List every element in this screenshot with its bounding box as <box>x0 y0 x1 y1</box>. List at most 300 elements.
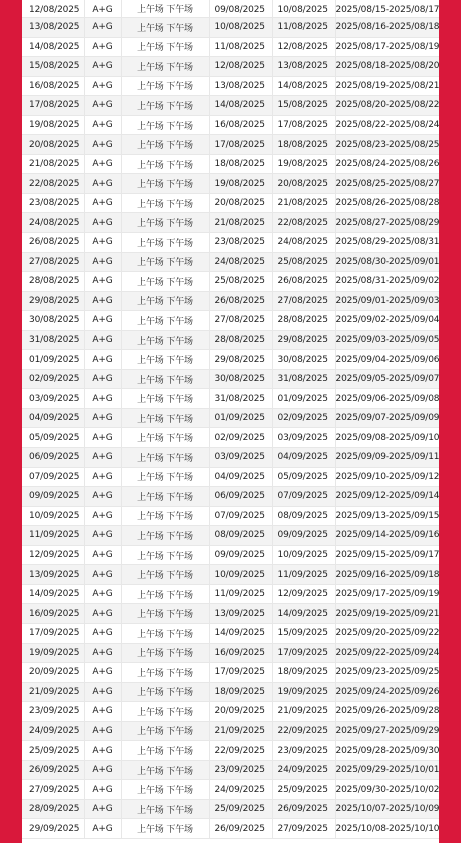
registration-end-cell: 08/09/2025 <box>272 506 335 526</box>
result-window-cell: 2025/09/10-2025/09/12 <box>335 467 439 487</box>
session-cell: 上午场 下午场 <box>121 506 209 526</box>
schedule-rows <box>22 0 439 838</box>
registration-start-cell: 13/09/2025 <box>209 604 272 624</box>
result-window-cell: 2025/09/14-2025/09/16 <box>335 526 439 546</box>
exam-date-cell: 16/09/2025 <box>22 604 84 624</box>
registration-end-cell: 21/09/2025 <box>272 702 335 722</box>
table-row <box>22 76 439 96</box>
result-window-cell: 2025/09/08-2025/09/10 <box>335 428 439 448</box>
result-window-cell: 2025/09/27-2025/09/29 <box>335 721 439 741</box>
registration-end-cell: 02/09/2025 <box>272 408 335 428</box>
session-cell: 上午场 下午场 <box>121 721 209 741</box>
result-window-cell: 2025/09/05-2025/09/07 <box>335 369 439 389</box>
table-row <box>22 174 439 194</box>
exam-type-cell: A+G <box>84 506 121 526</box>
table-row <box>22 506 439 526</box>
registration-end-cell: 20/08/2025 <box>272 174 335 194</box>
exam-type-cell: A+G <box>84 213 121 233</box>
exam-type-cell: A+G <box>84 174 121 194</box>
session-cell: 上午场 下午场 <box>121 623 209 643</box>
registration-start-cell: 17/08/2025 <box>209 135 272 155</box>
registration-start-cell: 10/08/2025 <box>209 18 272 38</box>
table-row <box>22 643 439 663</box>
result-window-cell: 2025/09/02-2025/09/04 <box>335 311 439 331</box>
exam-type-cell: A+G <box>84 448 121 468</box>
registration-start-cell: 25/08/2025 <box>209 272 272 292</box>
registration-start-cell: 26/08/2025 <box>209 291 272 311</box>
exam-type-cell: A+G <box>84 623 121 643</box>
session-cell: 上午场 下午场 <box>121 0 209 18</box>
registration-end-cell: 25/08/2025 <box>272 252 335 272</box>
result-window-cell: 2025/08/17-2025/08/19 <box>335 37 439 57</box>
table-row <box>22 741 439 761</box>
session-cell: 上午场 下午场 <box>121 233 209 253</box>
table-row <box>22 0 439 18</box>
registration-start-cell: 23/08/2025 <box>209 233 272 253</box>
schedule-table <box>22 0 439 839</box>
table-row <box>22 389 439 409</box>
table-row <box>22 526 439 546</box>
registration-start-cell: 09/09/2025 <box>209 545 272 565</box>
result-window-cell: 2025/09/26-2025/09/28 <box>335 702 439 722</box>
exam-date-cell: 03/09/2025 <box>22 389 84 409</box>
registration-end-cell: 05/09/2025 <box>272 467 335 487</box>
registration-start-cell: 08/09/2025 <box>209 526 272 546</box>
table-row <box>22 780 439 800</box>
exam-date-cell: 10/09/2025 <box>22 506 84 526</box>
exam-type-cell: A+G <box>84 252 121 272</box>
result-window-cell: 2025/09/24-2025/09/26 <box>335 682 439 702</box>
session-cell: 上午场 下午场 <box>121 369 209 389</box>
registration-start-cell: 26/09/2025 <box>209 819 272 839</box>
exam-date-cell: 17/08/2025 <box>22 96 84 116</box>
result-window-cell: 2025/09/13-2025/09/15 <box>335 506 439 526</box>
table-row <box>22 57 439 77</box>
registration-start-cell: 25/09/2025 <box>209 799 272 819</box>
registration-end-cell: 22/08/2025 <box>272 213 335 233</box>
registration-start-cell: 07/09/2025 <box>209 506 272 526</box>
registration-end-cell: 11/08/2025 <box>272 18 335 38</box>
exam-type-cell: A+G <box>84 0 121 18</box>
exam-type-cell: A+G <box>84 311 121 331</box>
result-window-cell: 2025/09/06-2025/09/08 <box>335 389 439 409</box>
exam-type-cell: A+G <box>84 682 121 702</box>
table-row <box>22 819 439 839</box>
result-window-cell: 2025/08/18-2025/08/20 <box>335 57 439 77</box>
table-row <box>22 96 439 116</box>
session-cell: 上午场 下午场 <box>121 604 209 624</box>
result-window-cell: 2025/08/25-2025/08/27 <box>335 174 439 194</box>
exam-type-cell: A+G <box>84 565 121 585</box>
registration-start-cell: 24/09/2025 <box>209 780 272 800</box>
registration-end-cell: 19/09/2025 <box>272 682 335 702</box>
exam-date-cell: 24/09/2025 <box>22 721 84 741</box>
registration-start-cell: 11/09/2025 <box>209 584 272 604</box>
session-cell: 上午场 下午场 <box>121 408 209 428</box>
exam-date-cell: 16/08/2025 <box>22 76 84 96</box>
exam-type-cell: A+G <box>84 96 121 116</box>
exam-date-cell: 21/09/2025 <box>22 682 84 702</box>
table-row <box>22 135 439 155</box>
exam-type-cell: A+G <box>84 350 121 370</box>
registration-end-cell: 07/09/2025 <box>272 487 335 507</box>
table-row <box>22 428 439 448</box>
registration-end-cell: 12/08/2025 <box>272 37 335 57</box>
result-window-cell: 2025/08/23-2025/08/25 <box>335 135 439 155</box>
session-cell: 上午场 下午场 <box>121 780 209 800</box>
table-row <box>22 330 439 350</box>
session-cell: 上午场 下午场 <box>121 76 209 96</box>
registration-start-cell: 21/09/2025 <box>209 721 272 741</box>
exam-type-cell: A+G <box>84 428 121 448</box>
registration-end-cell: 14/09/2025 <box>272 604 335 624</box>
session-cell: 上午场 下午场 <box>121 96 209 116</box>
result-window-cell: 2025/09/01-2025/09/03 <box>335 291 439 311</box>
exam-type-cell: A+G <box>84 467 121 487</box>
exam-type-cell: A+G <box>84 584 121 604</box>
registration-end-cell: 22/09/2025 <box>272 721 335 741</box>
exam-type-cell: A+G <box>84 526 121 546</box>
session-cell: 上午场 下午场 <box>121 682 209 702</box>
result-window-cell: 2025/08/15-2025/08/17 <box>335 0 439 18</box>
exam-type-cell: A+G <box>84 741 121 761</box>
session-cell: 上午场 下午场 <box>121 135 209 155</box>
registration-end-cell: 24/08/2025 <box>272 233 335 253</box>
table-row <box>22 233 439 253</box>
registration-start-cell: 14/09/2025 <box>209 623 272 643</box>
registration-end-cell: 01/09/2025 <box>272 389 335 409</box>
registration-end-cell: 26/08/2025 <box>272 272 335 292</box>
registration-start-cell: 24/08/2025 <box>209 252 272 272</box>
exam-type-cell: A+G <box>84 233 121 253</box>
exam-type-cell: A+G <box>84 154 121 174</box>
exam-type-cell: A+G <box>84 18 121 38</box>
result-window-cell: 2025/08/31-2025/09/02 <box>335 272 439 292</box>
table-row <box>22 448 439 468</box>
result-window-cell: 2025/08/19-2025/08/21 <box>335 76 439 96</box>
registration-start-cell: 27/08/2025 <box>209 311 272 331</box>
session-cell: 上午场 下午场 <box>121 37 209 57</box>
exam-date-cell: 25/09/2025 <box>22 741 84 761</box>
result-window-cell: 2025/08/16-2025/08/18 <box>335 18 439 38</box>
exam-type-cell: A+G <box>84 702 121 722</box>
result-window-cell: 2025/10/07-2025/10/09 <box>335 799 439 819</box>
result-window-cell: 2025/09/16-2025/09/18 <box>335 565 439 585</box>
exam-date-cell: 20/09/2025 <box>22 663 84 683</box>
registration-start-cell: 09/08/2025 <box>209 0 272 18</box>
session-cell: 上午场 下午场 <box>121 330 209 350</box>
registration-start-cell: 01/09/2025 <box>209 408 272 428</box>
session-cell: 上午场 下午场 <box>121 545 209 565</box>
result-window-cell: 2025/09/22-2025/09/24 <box>335 643 439 663</box>
exam-date-cell: 23/09/2025 <box>22 702 84 722</box>
exam-type-cell: A+G <box>84 135 121 155</box>
exam-date-cell: 20/08/2025 <box>22 135 84 155</box>
exam-date-cell: 29/09/2025 <box>22 819 84 839</box>
session-cell: 上午场 下午场 <box>121 115 209 135</box>
table-row <box>22 487 439 507</box>
registration-start-cell: 30/08/2025 <box>209 369 272 389</box>
exam-date-cell: 12/09/2025 <box>22 545 84 565</box>
registration-end-cell: 15/09/2025 <box>272 623 335 643</box>
registration-end-cell: 04/09/2025 <box>272 448 335 468</box>
exam-date-cell: 30/08/2025 <box>22 311 84 331</box>
session-cell: 上午场 下午场 <box>121 272 209 292</box>
registration-end-cell: 19/08/2025 <box>272 154 335 174</box>
table-row <box>22 272 439 292</box>
registration-end-cell: 17/09/2025 <box>272 643 335 663</box>
registration-start-cell: 29/08/2025 <box>209 350 272 370</box>
session-cell: 上午场 下午场 <box>121 291 209 311</box>
exam-type-cell: A+G <box>84 408 121 428</box>
exam-date-cell: 23/08/2025 <box>22 193 84 213</box>
exam-date-cell: 14/08/2025 <box>22 37 84 57</box>
registration-end-cell: 27/09/2025 <box>272 819 335 839</box>
exam-date-cell: 02/09/2025 <box>22 369 84 389</box>
exam-type-cell: A+G <box>84 819 121 839</box>
result-window-cell: 2025/08/20-2025/08/22 <box>335 96 439 116</box>
registration-end-cell: 30/08/2025 <box>272 350 335 370</box>
session-cell: 上午场 下午场 <box>121 57 209 77</box>
exam-date-cell: 26/09/2025 <box>22 760 84 780</box>
registration-end-cell: 14/08/2025 <box>272 76 335 96</box>
result-window-cell: 2025/09/20-2025/09/22 <box>335 623 439 643</box>
registration-start-cell: 06/09/2025 <box>209 487 272 507</box>
registration-start-cell: 11/08/2025 <box>209 37 272 57</box>
table-row <box>22 702 439 722</box>
result-window-cell: 2025/09/23-2025/09/25 <box>335 663 439 683</box>
session-cell: 上午场 下午场 <box>121 702 209 722</box>
exam-type-cell: A+G <box>84 643 121 663</box>
exam-date-cell: 31/08/2025 <box>22 330 84 350</box>
exam-date-cell: 27/08/2025 <box>22 252 84 272</box>
exam-date-cell: 07/09/2025 <box>22 467 84 487</box>
exam-type-cell: A+G <box>84 330 121 350</box>
registration-start-cell: 13/08/2025 <box>209 76 272 96</box>
session-cell: 上午场 下午场 <box>121 213 209 233</box>
schedule-sheet <box>22 0 439 843</box>
result-window-cell: 2025/08/22-2025/08/24 <box>335 115 439 135</box>
registration-start-cell: 22/09/2025 <box>209 741 272 761</box>
table-row <box>22 604 439 624</box>
session-cell: 上午场 下午场 <box>121 760 209 780</box>
table-row <box>22 565 439 585</box>
registration-start-cell: 19/08/2025 <box>209 174 272 194</box>
exam-date-cell: 29/08/2025 <box>22 291 84 311</box>
registration-end-cell: 17/08/2025 <box>272 115 335 135</box>
exam-date-cell: 11/09/2025 <box>22 526 84 546</box>
exam-date-cell: 05/09/2025 <box>22 428 84 448</box>
registration-end-cell: 25/09/2025 <box>272 780 335 800</box>
exam-type-cell: A+G <box>84 721 121 741</box>
session-cell: 上午场 下午场 <box>121 154 209 174</box>
exam-date-cell: 15/08/2025 <box>22 57 84 77</box>
table-row <box>22 252 439 272</box>
result-window-cell: 2025/08/26-2025/08/28 <box>335 193 439 213</box>
registration-start-cell: 17/09/2025 <box>209 663 272 683</box>
session-cell: 上午场 下午场 <box>121 487 209 507</box>
exam-date-cell: 04/09/2025 <box>22 408 84 428</box>
exam-date-cell: 19/09/2025 <box>22 643 84 663</box>
exam-date-cell: 14/09/2025 <box>22 584 84 604</box>
exam-date-cell: 21/08/2025 <box>22 154 84 174</box>
registration-start-cell: 28/08/2025 <box>209 330 272 350</box>
session-cell: 上午场 下午场 <box>121 584 209 604</box>
exam-date-cell: 24/08/2025 <box>22 213 84 233</box>
session-cell: 上午场 下午场 <box>121 428 209 448</box>
result-window-cell: 2025/08/24-2025/08/26 <box>335 154 439 174</box>
registration-start-cell: 18/09/2025 <box>209 682 272 702</box>
table-row <box>22 18 439 38</box>
session-cell: 上午场 下午场 <box>121 799 209 819</box>
table-row <box>22 663 439 683</box>
session-cell: 上午场 下午场 <box>121 663 209 683</box>
exam-date-cell: 28/09/2025 <box>22 799 84 819</box>
session-cell: 上午场 下午场 <box>121 643 209 663</box>
table-row <box>22 721 439 741</box>
exam-type-cell: A+G <box>84 604 121 624</box>
result-window-cell: 2025/08/30-2025/09/01 <box>335 252 439 272</box>
registration-start-cell: 21/08/2025 <box>209 213 272 233</box>
result-window-cell: 2025/09/19-2025/09/21 <box>335 604 439 624</box>
table-row <box>22 311 439 331</box>
registration-end-cell: 31/08/2025 <box>272 369 335 389</box>
exam-date-cell: 12/08/2025 <box>22 0 84 18</box>
registration-end-cell: 13/08/2025 <box>272 57 335 77</box>
table-row <box>22 467 439 487</box>
registration-end-cell: 26/09/2025 <box>272 799 335 819</box>
registration-end-cell: 10/08/2025 <box>272 0 335 18</box>
registration-end-cell: 21/08/2025 <box>272 193 335 213</box>
exam-type-cell: A+G <box>84 57 121 77</box>
registration-start-cell: 20/08/2025 <box>209 193 272 213</box>
registration-end-cell: 15/08/2025 <box>272 96 335 116</box>
exam-date-cell: 13/09/2025 <box>22 565 84 585</box>
table-row <box>22 350 439 370</box>
exam-type-cell: A+G <box>84 799 121 819</box>
table-row <box>22 584 439 604</box>
registration-start-cell: 23/09/2025 <box>209 760 272 780</box>
registration-start-cell: 18/08/2025 <box>209 154 272 174</box>
table-row <box>22 37 439 57</box>
exam-type-cell: A+G <box>84 487 121 507</box>
exam-type-cell: A+G <box>84 545 121 565</box>
exam-type-cell: A+G <box>84 780 121 800</box>
result-window-cell: 2025/09/09-2025/09/11 <box>335 448 439 468</box>
exam-date-cell: 22/08/2025 <box>22 174 84 194</box>
session-cell: 上午场 下午场 <box>121 389 209 409</box>
result-window-cell: 2025/09/15-2025/09/17 <box>335 545 439 565</box>
table-row <box>22 799 439 819</box>
table-row <box>22 545 439 565</box>
registration-start-cell: 04/09/2025 <box>209 467 272 487</box>
registration-end-cell: 09/09/2025 <box>272 526 335 546</box>
session-cell: 上午场 下午场 <box>121 174 209 194</box>
registration-start-cell: 16/08/2025 <box>209 115 272 135</box>
result-window-cell: 2025/09/12-2025/09/14 <box>335 487 439 507</box>
registration-end-cell: 10/09/2025 <box>272 545 335 565</box>
registration-end-cell: 11/09/2025 <box>272 565 335 585</box>
exam-date-cell: 27/09/2025 <box>22 780 84 800</box>
registration-start-cell: 31/08/2025 <box>209 389 272 409</box>
exam-date-cell: 09/09/2025 <box>22 487 84 507</box>
exam-type-cell: A+G <box>84 76 121 96</box>
exam-date-cell: 26/08/2025 <box>22 233 84 253</box>
session-cell: 上午场 下午场 <box>121 526 209 546</box>
result-window-cell: 2025/09/17-2025/09/19 <box>335 584 439 604</box>
registration-end-cell: 27/08/2025 <box>272 291 335 311</box>
exam-type-cell: A+G <box>84 272 121 292</box>
registration-end-cell: 18/09/2025 <box>272 663 335 683</box>
session-cell: 上午场 下午场 <box>121 350 209 370</box>
session-cell: 上午场 下午场 <box>121 193 209 213</box>
table-row <box>22 408 439 428</box>
table-row <box>22 369 439 389</box>
result-window-cell: 2025/08/27-2025/08/29 <box>335 213 439 233</box>
registration-end-cell: 18/08/2025 <box>272 135 335 155</box>
result-window-cell: 2025/09/29-2025/10/01 <box>335 760 439 780</box>
registration-end-cell: 03/09/2025 <box>272 428 335 448</box>
session-cell: 上午场 下午场 <box>121 819 209 839</box>
exam-type-cell: A+G <box>84 193 121 213</box>
registration-end-cell: 12/09/2025 <box>272 584 335 604</box>
exam-type-cell: A+G <box>84 37 121 57</box>
session-cell: 上午场 下午场 <box>121 448 209 468</box>
registration-end-cell: 24/09/2025 <box>272 760 335 780</box>
registration-start-cell: 16/09/2025 <box>209 643 272 663</box>
exam-date-cell: 01/09/2025 <box>22 350 84 370</box>
session-cell: 上午场 下午场 <box>121 467 209 487</box>
result-window-cell: 2025/09/03-2025/09/05 <box>335 330 439 350</box>
registration-start-cell: 14/08/2025 <box>209 96 272 116</box>
exam-date-cell: 28/08/2025 <box>22 272 84 292</box>
exam-type-cell: A+G <box>84 389 121 409</box>
exam-type-cell: A+G <box>84 663 121 683</box>
table-row <box>22 115 439 135</box>
registration-start-cell: 02/09/2025 <box>209 428 272 448</box>
session-cell: 上午场 下午场 <box>121 252 209 272</box>
exam-date-cell: 17/09/2025 <box>22 623 84 643</box>
exam-type-cell: A+G <box>84 369 121 389</box>
registration-start-cell: 03/09/2025 <box>209 448 272 468</box>
registration-start-cell: 10/09/2025 <box>209 565 272 585</box>
registration-start-cell: 12/08/2025 <box>209 57 272 77</box>
exam-type-cell: A+G <box>84 291 121 311</box>
exam-type-cell: A+G <box>84 115 121 135</box>
session-cell: 上午场 下午场 <box>121 311 209 331</box>
registration-end-cell: 23/09/2025 <box>272 741 335 761</box>
result-window-cell: 2025/09/07-2025/09/09 <box>335 408 439 428</box>
registration-end-cell: 28/08/2025 <box>272 311 335 331</box>
registration-start-cell: 20/09/2025 <box>209 702 272 722</box>
exam-date-cell: 13/08/2025 <box>22 18 84 38</box>
table-row <box>22 682 439 702</box>
result-window-cell: 2025/09/28-2025/09/30 <box>335 741 439 761</box>
table-row <box>22 154 439 174</box>
result-window-cell: 2025/08/29-2025/08/31 <box>335 233 439 253</box>
session-cell: 上午场 下午场 <box>121 18 209 38</box>
table-row <box>22 291 439 311</box>
result-window-cell: 2025/09/30-2025/10/02 <box>335 780 439 800</box>
session-cell: 上午场 下午场 <box>121 565 209 585</box>
exam-date-cell: 19/08/2025 <box>22 115 84 135</box>
session-cell: 上午场 下午场 <box>121 741 209 761</box>
table-row <box>22 623 439 643</box>
result-window-cell: 2025/09/04-2025/09/06 <box>335 350 439 370</box>
result-window-cell: 2025/10/08-2025/10/10 <box>335 819 439 839</box>
table-row <box>22 760 439 780</box>
exam-date-cell: 06/09/2025 <box>22 448 84 468</box>
